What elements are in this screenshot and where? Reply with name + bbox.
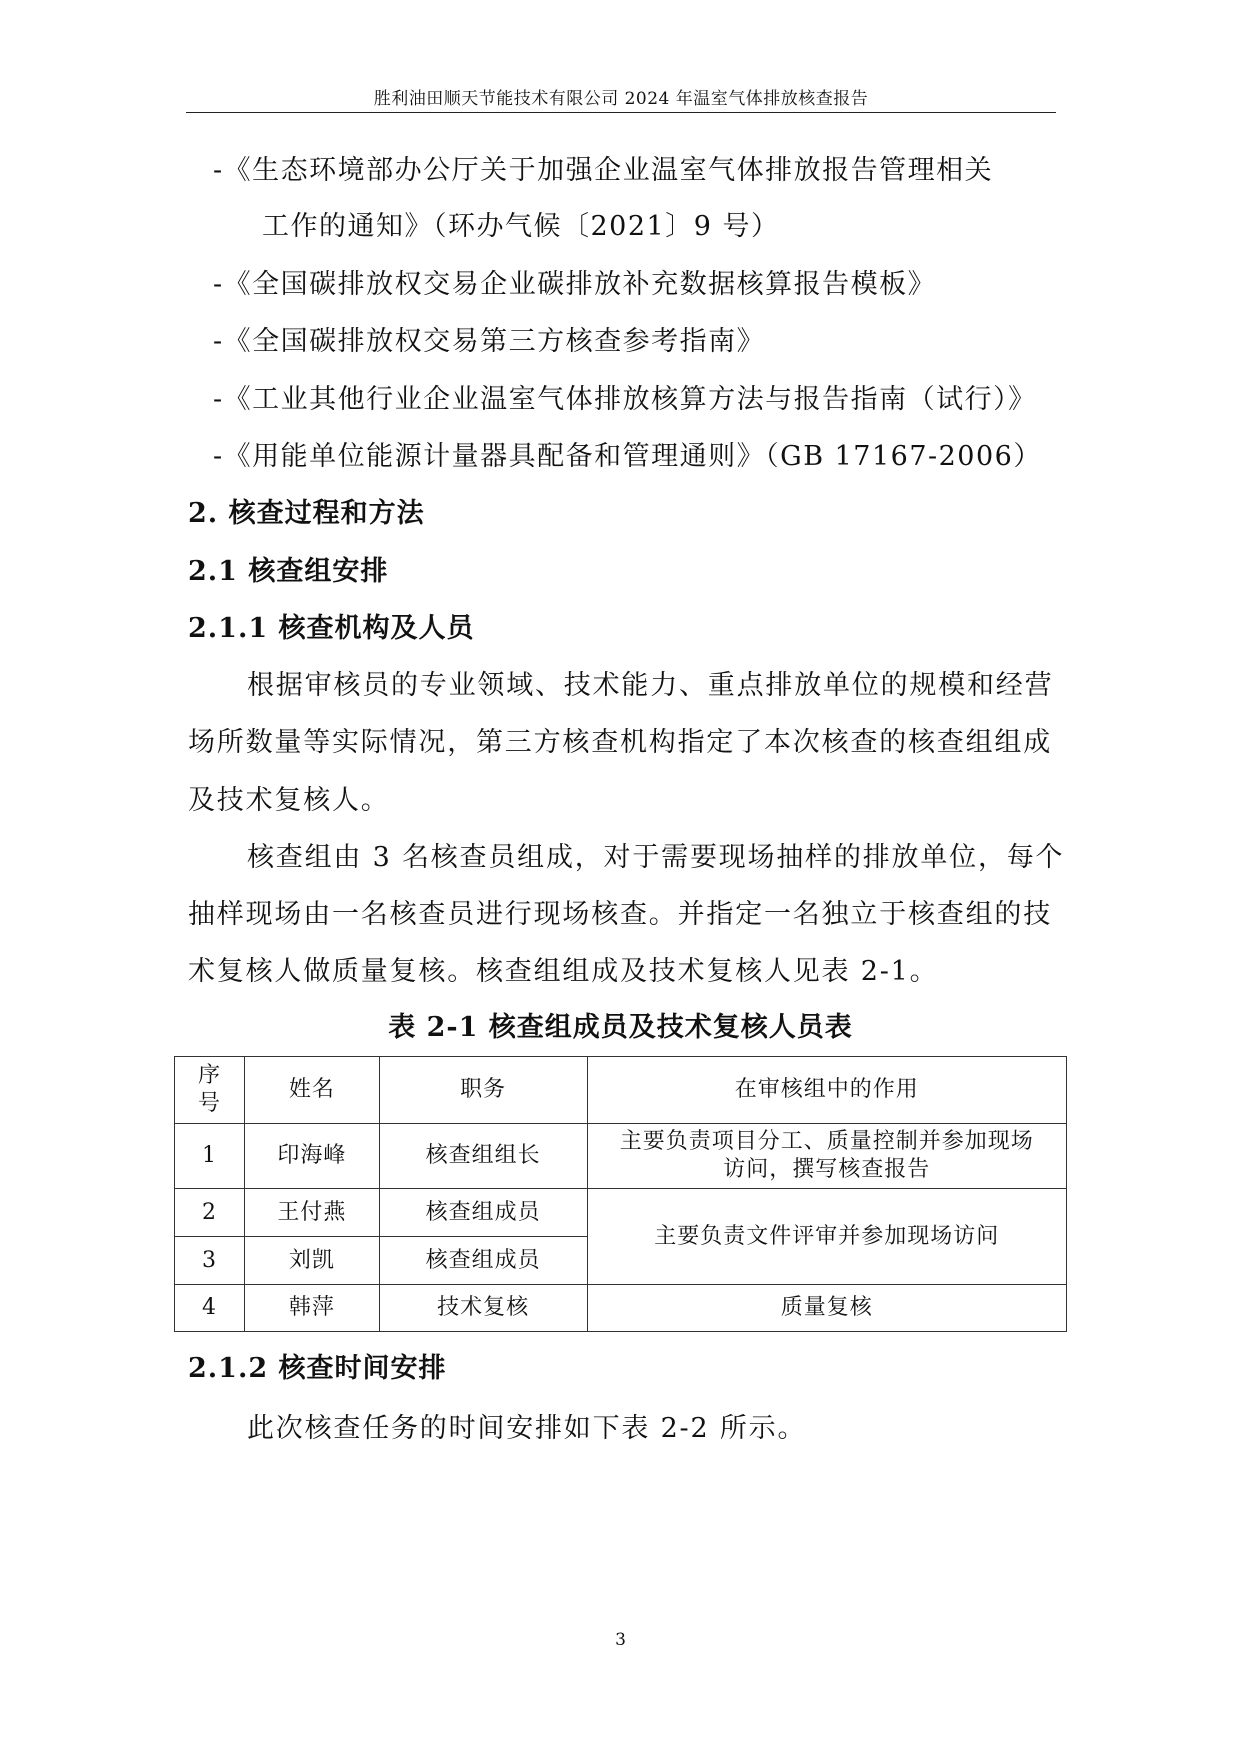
cell-duty: 技术复核 bbox=[379, 1285, 587, 1332]
cell-role bbox=[587, 1124, 1066, 1189]
cell-name: 王付燕 bbox=[244, 1189, 379, 1237]
section-2-1-heading: 2.1 核查组安排 bbox=[188, 556, 389, 587]
paragraph-3: 此次核查任务的时间安排如下表 2-2 所示。 bbox=[247, 1413, 807, 1444]
table-row bbox=[175, 1285, 1067, 1332]
section-2-1-2-heading: 2.1.2 核查时间安排 bbox=[188, 1353, 447, 1384]
paragraph-2-line-3: 术复核人做质量复核。核查组组成及技术复核人见表 2-1。 bbox=[188, 956, 939, 987]
page-header: 胜利油田顺天节能技术有限公司 2024 年温室气体排放核查报告 bbox=[373, 89, 869, 109]
header-name: 姓名 bbox=[244, 1057, 379, 1124]
table-header-row bbox=[175, 1057, 1067, 1124]
table-row bbox=[175, 1124, 1067, 1189]
cell-seq: 3 bbox=[175, 1237, 245, 1285]
section-2-1-1-heading: 2.1.1 核查机构及人员 bbox=[188, 613, 475, 644]
section-2-heading: 2. 核查过程和方法 bbox=[188, 498, 425, 529]
header-rule bbox=[186, 112, 1056, 113]
paragraph-1-line-1: 根据审核员的专业领域、技术能力、重点排放单位的规模和经营 bbox=[247, 670, 1054, 701]
header-seq-line-1: 序 bbox=[197, 1063, 221, 1088]
cell-name: 刘凯 bbox=[244, 1237, 379, 1285]
reference-item-5: -《用能单位能源计量器具配备和管理通则》（GB 17167-2006） bbox=[213, 441, 1042, 472]
reference-item-1-continued: 工作的通知》（环办气候〔2021〕9 号） bbox=[262, 211, 780, 242]
cell-name: 韩萍 bbox=[244, 1285, 379, 1332]
cell-duty: 核查组成员 bbox=[379, 1237, 587, 1285]
reference-item-4: -《工业其他行业企业温室气体排放核算方法与报告指南（试行）》 bbox=[213, 384, 1037, 415]
paragraph-1-line-2: 场所数量等实际情况，第三方核查机构指定了本次核查的核查组组成 bbox=[188, 727, 1052, 758]
table-row bbox=[175, 1189, 1067, 1237]
review-team-table bbox=[174, 1056, 1067, 1332]
cell-role-line-1: 主要负责项目分工、质量控制并参加现场 bbox=[619, 1129, 1034, 1154]
cell-role-merged: 主要负责文件评审并参加现场访问 bbox=[587, 1189, 1066, 1285]
header-seq bbox=[175, 1057, 245, 1124]
header-seq-line-2: 号 bbox=[197, 1091, 221, 1116]
page-number: 3 bbox=[615, 1630, 626, 1650]
paragraph-1-line-3: 及技术复核人。 bbox=[188, 785, 390, 816]
header-role: 在审核组中的作用 bbox=[587, 1057, 1066, 1124]
reference-item-1: -《生态环境部办公厅关于加强企业温室气体排放报告管理相关 bbox=[213, 155, 994, 186]
header-duty: 职务 bbox=[379, 1057, 587, 1124]
cell-role: 质量复核 bbox=[587, 1285, 1066, 1332]
cell-seq: 1 bbox=[175, 1124, 245, 1189]
cell-duty: 核查组成员 bbox=[379, 1189, 587, 1237]
paragraph-2-line-1: 核查组由 3 名核查员组成，对于需要现场抽样的排放单位，每个 bbox=[247, 842, 1065, 873]
table-caption: 表 2-1 核查组成员及技术复核人员表 bbox=[388, 1012, 853, 1043]
paragraph-2-line-2: 抽样现场由一名核查员进行现场核查。并指定一名独立于核查组的技 bbox=[188, 899, 1052, 930]
cell-name: 印海峰 bbox=[244, 1124, 379, 1189]
reference-item-2: -《全国碳排放权交易企业碳排放补充数据核算报告模板》 bbox=[213, 269, 937, 300]
cell-seq: 2 bbox=[175, 1189, 245, 1237]
cell-role-line-2: 访问，撰写核查报告 bbox=[723, 1157, 931, 1182]
cell-seq: 4 bbox=[175, 1285, 245, 1332]
reference-item-3: -《全国碳排放权交易第三方核查参考指南》 bbox=[213, 326, 766, 357]
cell-duty: 核查组组长 bbox=[379, 1124, 587, 1189]
